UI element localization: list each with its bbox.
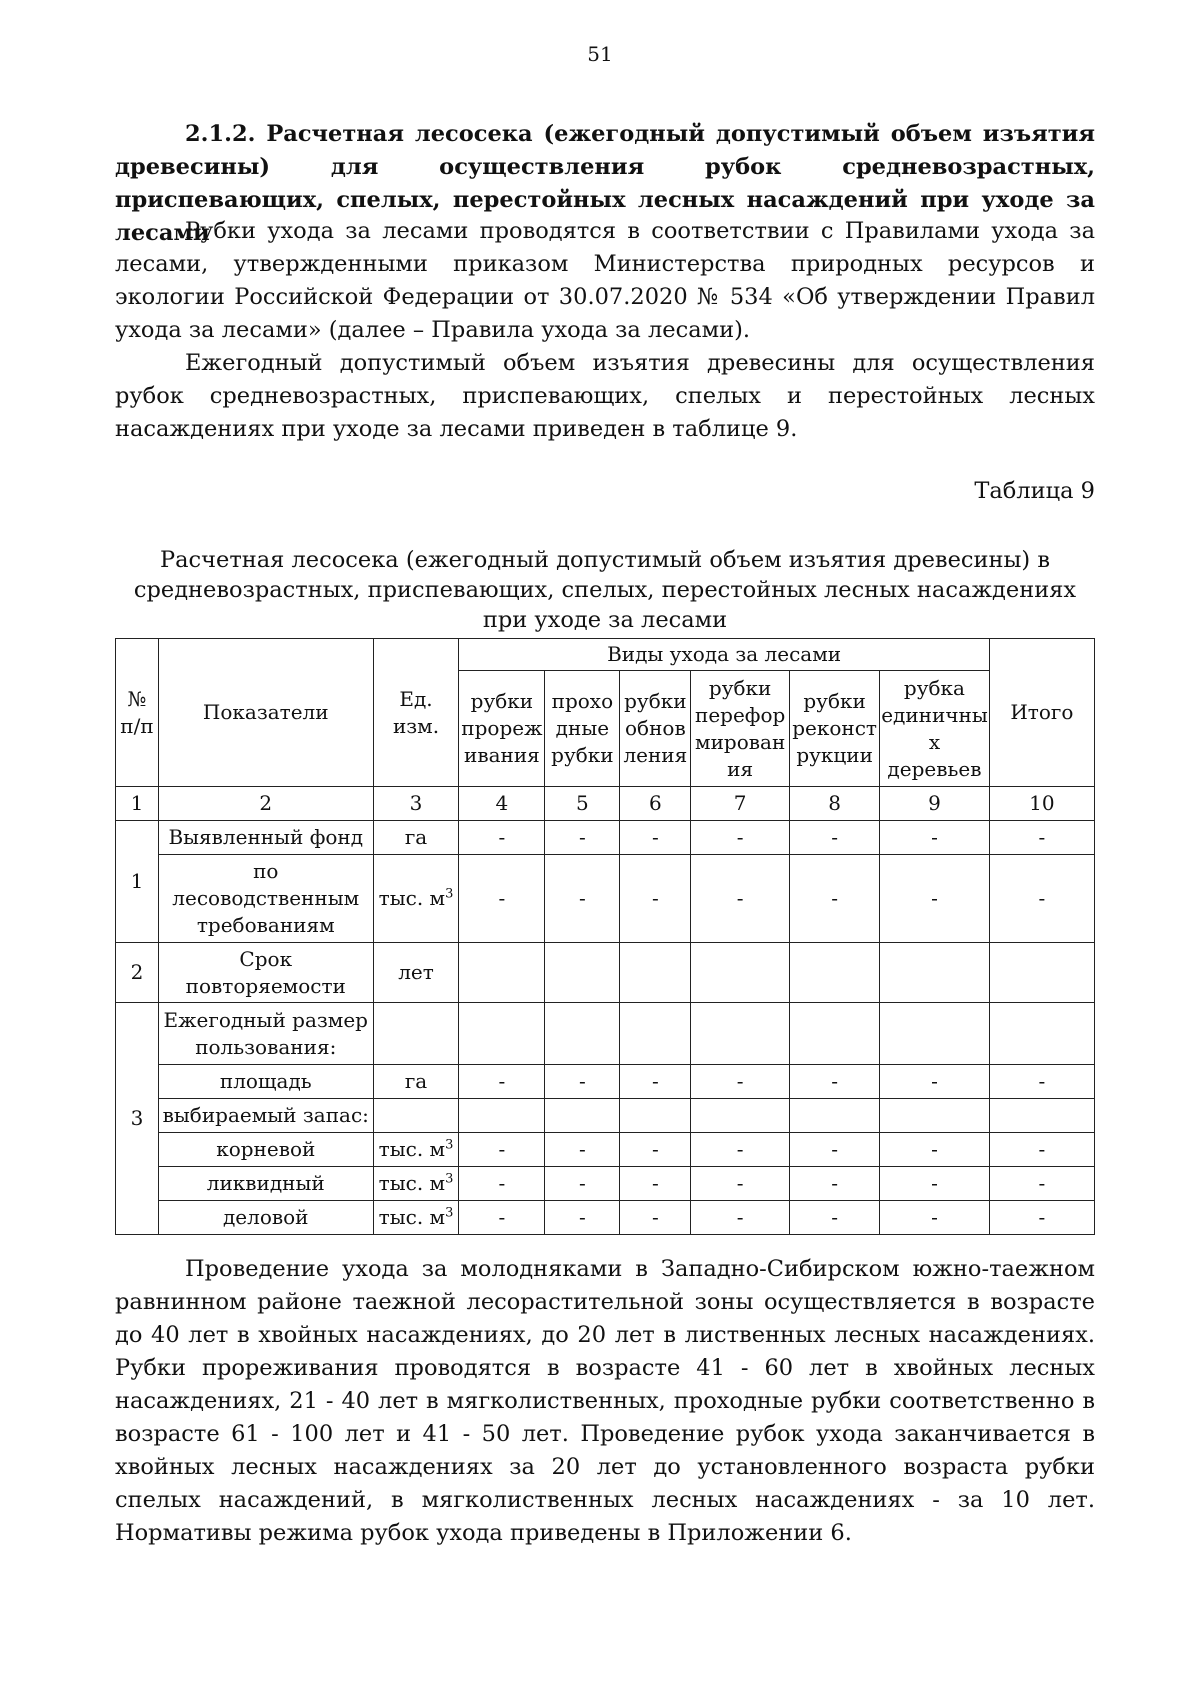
empty-cell (691, 1099, 790, 1133)
unit-text: тыс. м (378, 1171, 446, 1195)
value-cell: - (545, 1201, 620, 1235)
empty-cell (989, 1003, 1094, 1065)
value-cell: - (620, 1065, 691, 1099)
value-cell: - (620, 1201, 691, 1235)
unit-thous-m3 (373, 855, 459, 943)
value-cell: - (790, 821, 880, 855)
empty-cell (373, 1003, 459, 1065)
value-cell: - (545, 855, 620, 943)
paragraph-rules: Рубки ухода за лесами проводятся в соответствии с Правилами ухода за лесами, утвержденными приказом Министерства природных ресурсов и экологии Российской Федерации от 30.07.2020 № 534 «Об утверждении Правил ухода за лесами» (далее – Правила ухода за лесами). (115, 218, 1095, 343)
value-cell: - (459, 821, 545, 855)
header-care-types: Виды ухода за лесами (459, 639, 989, 671)
col-number: 7 (691, 787, 790, 821)
table-row (116, 1133, 1095, 1167)
header-num: № п/п (116, 639, 159, 787)
row-group-1-num: 1 (116, 821, 159, 943)
identified-fund-label: Выявленный фонд (158, 821, 373, 855)
table-row (116, 943, 1095, 1003)
header-unit: Ед. изм. (373, 639, 459, 787)
value-cell: - (459, 1133, 545, 1167)
table-row (116, 1167, 1095, 1201)
cube-superscript: 3 (445, 1205, 454, 1221)
value-cell: - (989, 821, 1094, 855)
annual-size-label: Ежегодный размер пользования: (158, 1003, 373, 1065)
col-number: 10 (989, 787, 1094, 821)
table-row (116, 855, 1095, 943)
empty-cell (790, 1099, 880, 1133)
empty-cell (620, 943, 691, 1003)
unit-text: тыс. м (378, 1205, 446, 1229)
value-cell: - (620, 821, 691, 855)
value-cell: - (691, 1201, 790, 1235)
col-number: 5 (545, 787, 620, 821)
table-row (116, 821, 1095, 855)
value-cell: - (691, 1065, 790, 1099)
repeat-period-label: Срок повторяемости (158, 943, 373, 1003)
header-indicator: Показатели (158, 639, 373, 787)
value-cell: - (880, 1167, 990, 1201)
value-cell: - (790, 1065, 880, 1099)
value-cell: - (545, 821, 620, 855)
empty-cell (989, 943, 1094, 1003)
unit-thous-m3 (373, 1167, 459, 1201)
value-cell: - (790, 1201, 880, 1235)
empty-cell (880, 943, 990, 1003)
col-number: 2 (158, 787, 373, 821)
header-renewal: рубки обнов ления (620, 671, 691, 787)
allowable-cut-table (115, 638, 1095, 1235)
table-row (116, 1099, 1095, 1133)
value-cell: - (880, 1201, 990, 1235)
empty-cell (880, 1099, 990, 1133)
table-row (116, 1201, 1095, 1235)
commercial-label: деловой (158, 1201, 373, 1235)
empty-cell (459, 1003, 545, 1065)
value-cell: - (989, 1167, 1094, 1201)
header-reformation: рубки перефор мирован ия (691, 671, 790, 787)
value-cell: - (545, 1133, 620, 1167)
value-cell: - (790, 1167, 880, 1201)
table-caption: Расчетная лесосека (ежегодный допустимый объем изъятия древесины) в средневозрастных, приспевающих, спелых, перестойных лесных насаждениях при уходе за лесами (133, 547, 1077, 633)
unit-thous-m3 (373, 1133, 459, 1167)
cube-superscript: 3 (445, 1137, 454, 1153)
col-number: 3 (373, 787, 459, 821)
col-number: 4 (459, 787, 545, 821)
value-cell: - (691, 1167, 790, 1201)
value-cell: - (620, 855, 691, 943)
table-label: Таблица 9 (974, 478, 1095, 504)
empty-cell (691, 1003, 790, 1065)
header-reconstruction: рубки реконст рукции (790, 671, 880, 787)
value-cell: - (989, 1201, 1094, 1235)
empty-cell (373, 1099, 459, 1133)
value-cell: - (545, 1065, 620, 1099)
page-number: 51 (587, 42, 613, 66)
table-row (116, 1065, 1095, 1099)
empty-cell (545, 1099, 620, 1133)
empty-cell (459, 1099, 545, 1133)
header-passage-cutting: прохо дные рубки (545, 671, 620, 787)
unit-years: лет (373, 943, 459, 1003)
liquid-label: ликвидный (158, 1167, 373, 1201)
header-total: Итого (989, 639, 1094, 787)
empty-cell (989, 1099, 1094, 1133)
value-cell: - (459, 855, 545, 943)
unit-thous-m3 (373, 1201, 459, 1235)
unit-text: тыс. м (378, 1137, 446, 1161)
paragraph-annual-volume: Ежегодный допустимый объем изъятия древесины для осуществления рубок средневозрастных, приспевающих, спелых и перестойных лесных насаждениях при уходе за лесами приведен в таблице 9. (115, 350, 1095, 442)
row-group-3-num: 3 (116, 1003, 159, 1235)
value-cell: - (459, 1201, 545, 1235)
value-cell: - (880, 855, 990, 943)
empty-cell (459, 943, 545, 1003)
header-single-trees: рубка единичны х деревьев (880, 671, 990, 787)
value-cell: - (691, 1133, 790, 1167)
value-cell: - (880, 1133, 990, 1167)
empty-cell (790, 1003, 880, 1065)
col-number: 9 (880, 787, 990, 821)
unit-ha: га (373, 821, 459, 855)
value-cell: - (790, 1133, 880, 1167)
table-row (116, 1003, 1095, 1065)
empty-cell (691, 943, 790, 1003)
empty-cell (790, 943, 880, 1003)
silvicultural-label: по лесоводственным требованиям (158, 855, 373, 943)
row-group-2-num: 2 (116, 943, 159, 1003)
value-cell: - (459, 1065, 545, 1099)
value-cell: - (989, 1065, 1094, 1099)
value-cell: - (691, 855, 790, 943)
cube-superscript: 3 (445, 1171, 454, 1187)
root-label: корневой (158, 1133, 373, 1167)
empty-cell (620, 1099, 691, 1133)
empty-cell (545, 943, 620, 1003)
cube-superscript: 3 (445, 886, 454, 902)
empty-cell (620, 1003, 691, 1065)
empty-cell (880, 1003, 990, 1065)
selected-stock-label: выбираемый запас: (158, 1099, 373, 1133)
col-number: 8 (790, 787, 880, 821)
paragraph-young-stands: Проведение ухода за молодняками в Западно-Сибирском южно-таежном равнинном районе таежной лесорастительной зоны осуществляется в возрасте до 40 лет в хвойных насаждениях, до 20 лет в лиственных лесных насаждениях. Рубки прореживания проводятся в возрасте 41 - 60 лет в хвойных лесных насаждениях, 21 - 40 лет в мягколиственных, проходные рубки соответственно в возрасте 61 - 100 лет и 41 - 50 лет. Проведение рубок ухода заканчивается в хвойных лесных насаждениях за 20 лет до установленного возраста рубки спелых насаждений, в мягколиственных лесных насаждениях - за 10 лет. Нормативы режима рубок ухода приведены в Приложении 6. (115, 1256, 1095, 1546)
area-label: площадь (158, 1065, 373, 1099)
value-cell: - (989, 855, 1094, 943)
header-thinning: рубки прореж ивания (459, 671, 545, 787)
unit-text: тыс. м (378, 886, 446, 910)
value-cell: - (989, 1133, 1094, 1167)
col-number: 1 (116, 787, 159, 821)
empty-cell (545, 1003, 620, 1065)
column-numbers-row (116, 787, 1095, 821)
unit-ha: га (373, 1065, 459, 1099)
value-cell: - (790, 855, 880, 943)
value-cell: - (880, 821, 990, 855)
col-number: 6 (620, 787, 691, 821)
value-cell: - (620, 1133, 691, 1167)
value-cell: - (691, 821, 790, 855)
value-cell: - (620, 1167, 691, 1201)
value-cell: - (880, 1065, 990, 1099)
value-cell: - (459, 1167, 545, 1201)
value-cell: - (545, 1167, 620, 1201)
section-heading: 2.1.2. Расчетная лесосека (ежегодный допустимый объем изъятия древесины) для осуществления рубок средневозрастных, приспевающих, спелых, перестойных лесных насаждений при уходе за лесами (115, 121, 1095, 246)
